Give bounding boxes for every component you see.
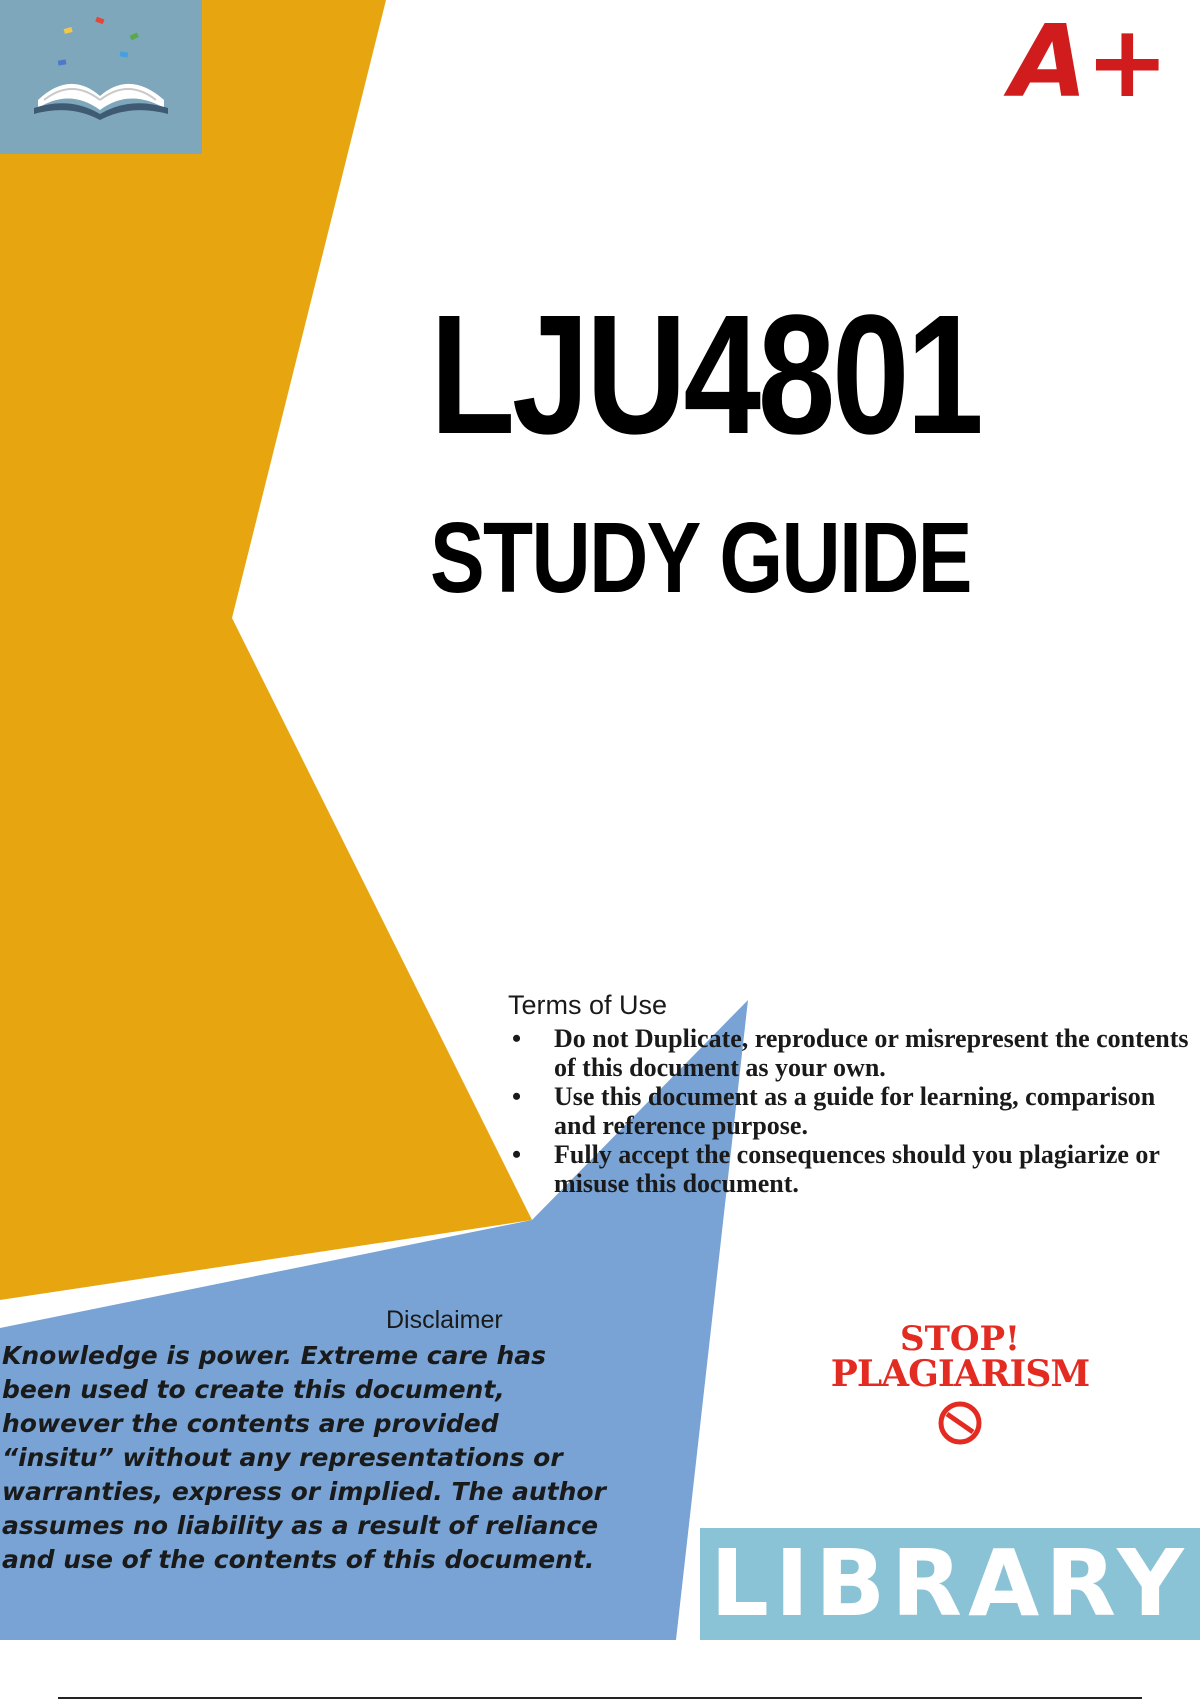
terms-item-text: Do not Duplicate, reproduce or misrepresent the contents of this document as your own. — [554, 1024, 1189, 1082]
badge-line-plagiarism: PLAGIARISM — [830, 1353, 1090, 1395]
badge-line-stop: STOP! — [900, 1319, 1020, 1359]
disclaimer-line: however the contents are provided — [2, 1409, 499, 1438]
terms-of-use — [508, 990, 1198, 1198]
library-banner — [700, 1528, 1200, 1640]
terms-list — [508, 1024, 1198, 1198]
library-text: LIBRARY — [710, 1530, 1190, 1637]
no-sign-icon — [935, 1398, 985, 1448]
terms-item-text: Use this document as a guide for learning, comparison and reference purpose. — [554, 1082, 1156, 1140]
bullet-icon: • — [512, 1082, 522, 1111]
orange-panel — [0, 0, 532, 1300]
disclaimer-line: and use of the contents of this document. — [2, 1545, 595, 1574]
disclaimer-line: warranties, express or implied. The author — [2, 1477, 606, 1506]
disclaimer-line: assumes no liability as a result of reliance — [2, 1511, 599, 1540]
terms-item — [508, 1082, 1198, 1140]
bullet-icon: • — [512, 1140, 522, 1169]
footer-divider — [58, 1697, 1142, 1699]
terms-item-text: Fully accept the consequences should you plagiarize or misuse this document. — [554, 1140, 1160, 1198]
disclaimer-title: Disclaimer — [386, 1306, 503, 1334]
course-code-title: LJU4801 — [430, 280, 981, 470]
disclaimer-line: “insitu” without any representations or — [2, 1443, 563, 1472]
terms-item — [508, 1140, 1198, 1198]
grade-mark: A+ — [1010, 3, 1168, 120]
disclaimer-line: Knowledge is power. Extreme care has — [2, 1341, 547, 1370]
terms-item — [508, 1024, 1198, 1082]
study-guide-subtitle: STUDY GUIDE — [430, 502, 971, 614]
stop-plagiarism-badge — [810, 1319, 1110, 1448]
disclaimer-body — [2, 1339, 682, 1577]
disclaimer-line: been used to create this document, — [2, 1375, 505, 1404]
logo — [0, 0, 202, 154]
terms-title: Terms of Use — [508, 990, 668, 1020]
open-book-icon — [0, 0, 202, 154]
bullet-icon: • — [512, 1024, 522, 1053]
